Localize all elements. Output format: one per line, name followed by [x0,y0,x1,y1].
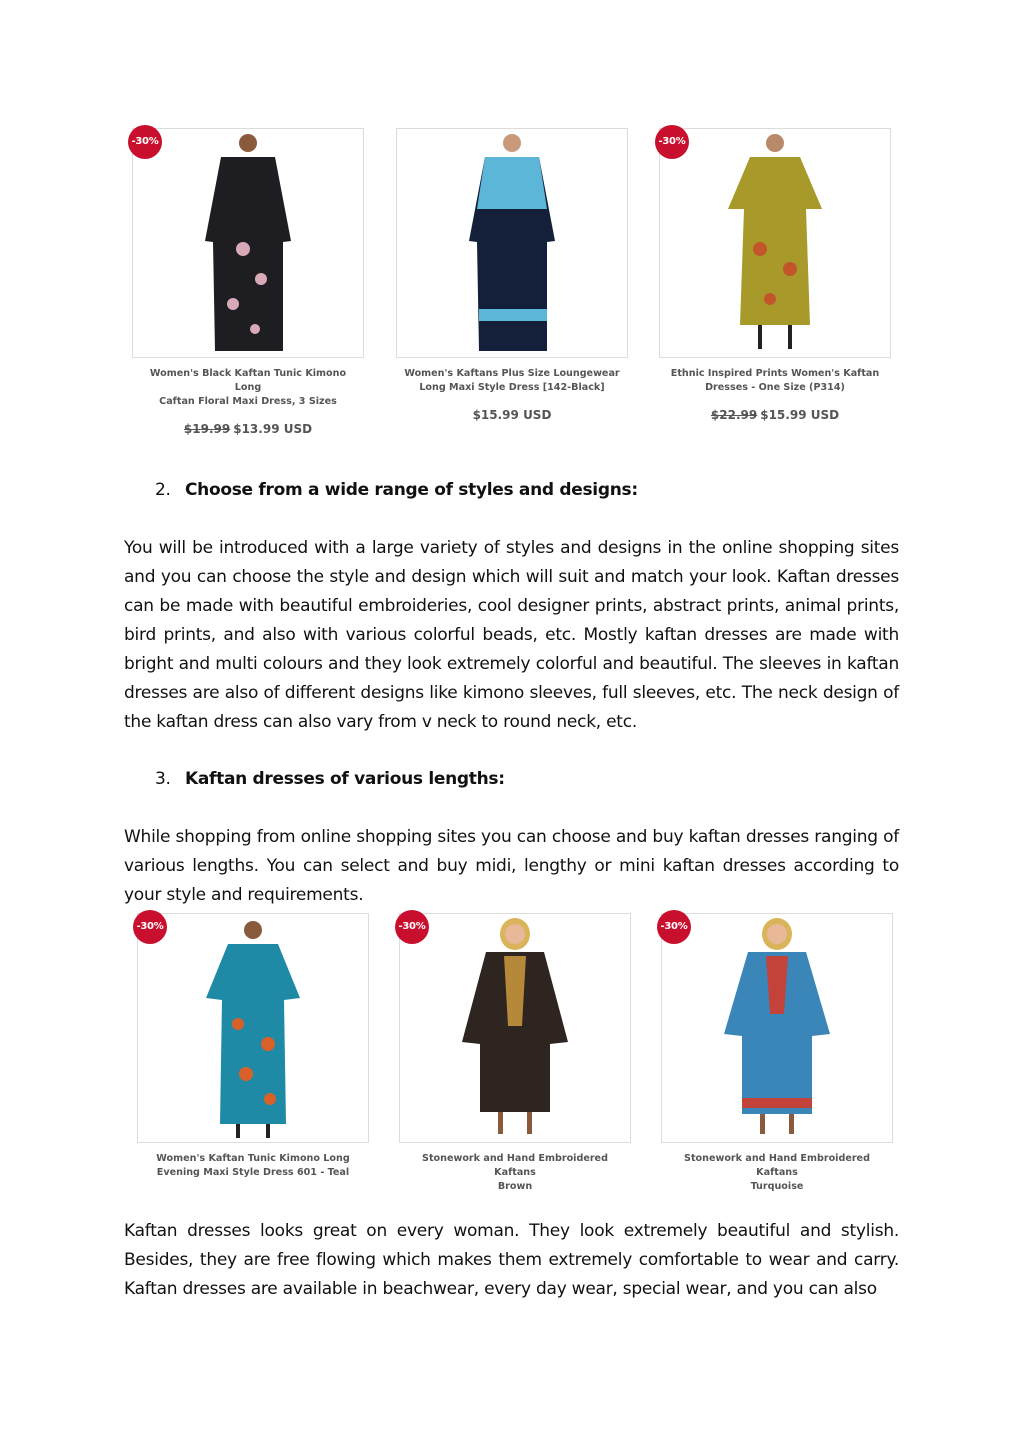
product-name[interactable]: Stonework and Hand Embroidered Kaftans Brown [422,1153,608,1192]
product-image[interactable] [396,128,628,358]
dress-shape [205,157,291,351]
product-name[interactable]: Women's Kaftan Tunic Kimono Long Evening Maxi Style Dress 601 - Teal [156,1153,350,1178]
sale-price: $15.99 USD [760,408,840,422]
product-image[interactable] [661,913,893,1143]
product-name[interactable]: Women's Kaftans Plus Size Loungewear Long Maxi Style Dress [142-Black] [404,368,620,393]
product-card[interactable] [659,128,891,422]
product-name[interactable]: Ethnic Inspired Prints Women's Kaftan Dresses - One Size (P314) [670,368,880,393]
old-price: $19.99 [183,422,231,436]
section-heading-2: 2. Choose from a wide range of styles and designs: [155,480,638,500]
product-card[interactable] [396,128,628,422]
section-heading-3: 3. Kaftan dresses of various lengths: [155,769,505,789]
product-price [659,408,891,422]
old-price: $22.99 [710,408,758,422]
kaftan-dress-illustration [662,914,892,1142]
product-price [132,422,364,436]
product-card[interactable] [661,913,893,1194]
product-card[interactable] [137,913,369,1180]
product-price [396,408,628,422]
kaftan-dress-illustration [138,914,368,1142]
kaftan-dress-illustration [400,914,630,1142]
product-image[interactable] [399,913,631,1143]
product-image[interactable] [132,128,364,358]
kaftan-dress-illustration [133,129,363,357]
product-card[interactable] [399,913,631,1194]
product-image[interactable] [137,913,369,1143]
product-name[interactable]: Women's Black Kaftan Tunic Kimono Long Caftan Floral Maxi Dress, 3 Sizes [149,368,347,407]
discount-badge: -30% [657,910,691,944]
paragraph-lengths: While shopping from online shopping sites you can choose and buy kaftan dresses ranging of various lengths. You can select and buy midi, lengthy or mini kaftan dresses according to your style and requirements. [124,827,899,905]
paragraph-styles: You will be introduced with a large variety of styles and designs in the online shopping sites and you can choose the style and design which will suit and match your look. Kaftan dresses can be made with beautiful embroideries, cool designer prints, abstract prints, animal prints, bird prints, and also with various colorful beads, etc. Mostly kaftan dresses are made with bright and multi colours and they look extremely colorful and beautiful. The sleeves in kaftan dresses are also of different designs like kimono sleeves, full sleeves, etc. The neck design of the kaftan dress can also vary from v neck to round neck, etc. [124,538,899,732]
discount-badge: -30% [128,125,162,159]
discount-badge: -30% [133,910,167,944]
kaftan-dress-illustration [660,129,890,357]
product-name[interactable]: Stonework and Hand Embroidered Kaftans Turquoise [684,1153,870,1192]
product-card[interactable] [132,128,364,436]
sale-price: $15.99 USD [472,408,552,422]
sale-price: $13.99 USD [233,422,313,436]
kaftan-dress-illustration [397,129,627,357]
product-image[interactable] [659,128,891,358]
discount-badge: -30% [655,125,689,159]
paragraph-comfort: Kaftan dresses looks great on every woman. They look extremely beautiful and stylish. Besides, they are free flowing which makes them extremely comfortable to wear and carry. Kaftan dresses are available in beachwear, every day wear, special wear, and you can also [124,1221,899,1299]
discount-badge: -30% [395,910,429,944]
